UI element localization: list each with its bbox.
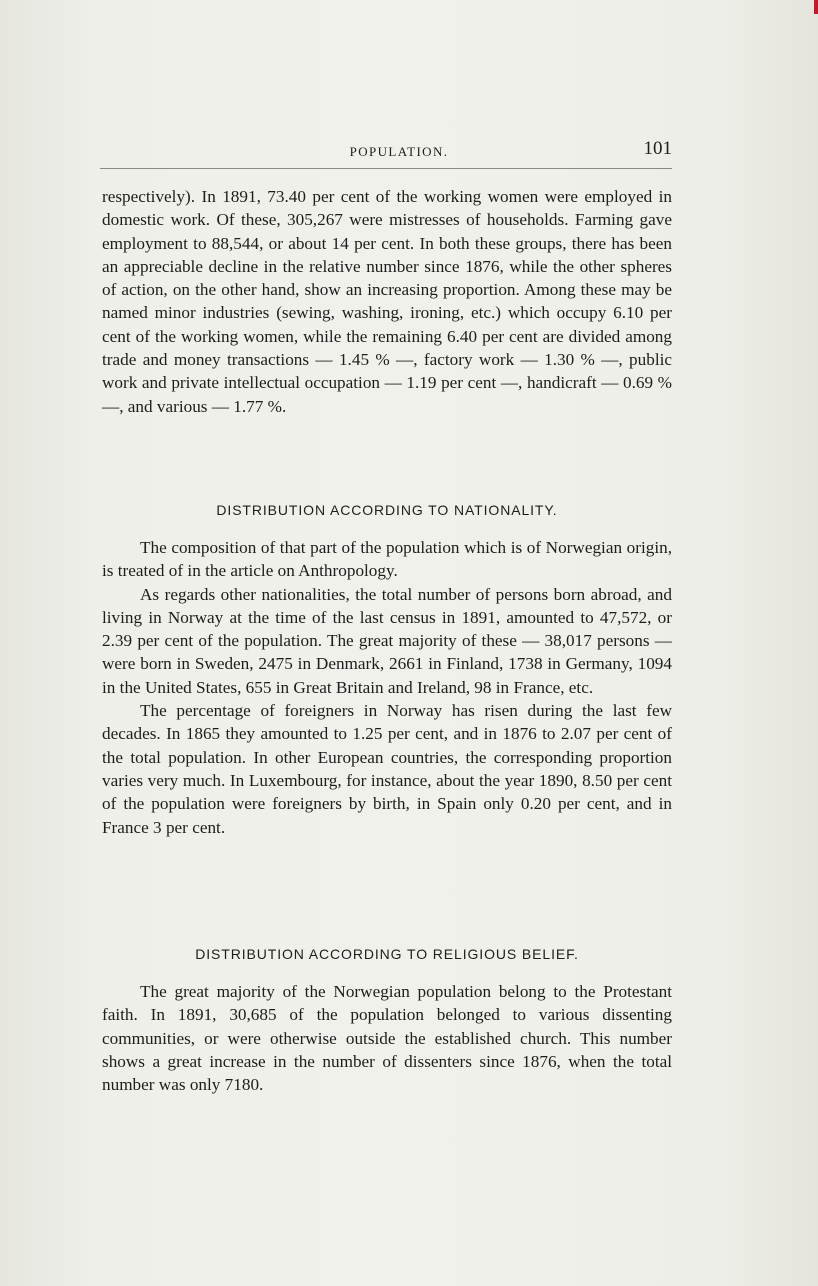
paragraph-text: The percentage of foreigners in Norway has risen during the last few decades. In 1865 they amounted to 1.25 per cent, and in 1876 to 2.07 per cent of the total population. In other European countries, the corresponding proportion varies very much. In Luxembourg, for instance, about the year 1890, 8.50 per cent of the population were foreigners by birth, in Spain only 0.20 per cent, and in France 3 per cent. [102,701,672,837]
section-heading-religion: DISTRIBUTION ACCORDING TO RELIGIOUS BELIEF. [195,946,579,962]
paragraph-text: The composition of that part of the population which is of Norwegian origin, is treated of in the article on Anthropology. [102,538,672,581]
paragraph-text: respectively). In 1891, 73.40 per cent of the working women were employed in domestic work. Of these, 305,267 were mistresses of households. Farming gave employment to 88,544, or about 14 per cent. In both these groups, there has been an appreciable decline in the relative number since 1876, while the other spheres of action, on the other hand, show an increasing proportion. Among these may be named minor industries (sewing, washing, ironing, etc.) which occupy 6.10 per cent of the working women, while the remaining 6.40 per cent are divided among trade and money transactions — 1.45 % —, factory work — 1.30 % —, public work and private intellectual occupation — 1.19 per cent —, handicraft — 0.69 % —, and various — 1.77 %. [102,187,672,416]
page-number: 101 [643,138,672,159]
section-heading-nationality: DISTRIBUTION ACCORDING TO NATIONALITY. [216,502,558,518]
page-edge-mark [814,0,818,14]
section-nationality [102,536,672,839]
running-title: POPULATION. [349,144,449,159]
section-religion [102,980,672,1096]
paragraph-occupations [102,185,672,418]
paragraph-text: The great majority of the Norwegian population belong to the Protestant faith. In 1891, 30,685 of the population belonged to various dissenting communities, or were otherwise outside the established church. This number shows a great increase in the number of dissenters since 1876, when the total number was only 7180. [102,982,672,1095]
paragraph-text: As regards other nationalities, the total number of persons born abroad, and living in Norway at the time of the last census in 1891, amounted to 47,572, or 2.39 per cent of the population. The great majority of these — 38,017 persons — were born in Sweden, 2475 in Denmark, 2661 in Finland, 1738 in Germany, 1094 in the United States, 655 in Great Britain and Ireland, 98 in France, etc. [102,584,672,697]
running-head [100,138,672,169]
